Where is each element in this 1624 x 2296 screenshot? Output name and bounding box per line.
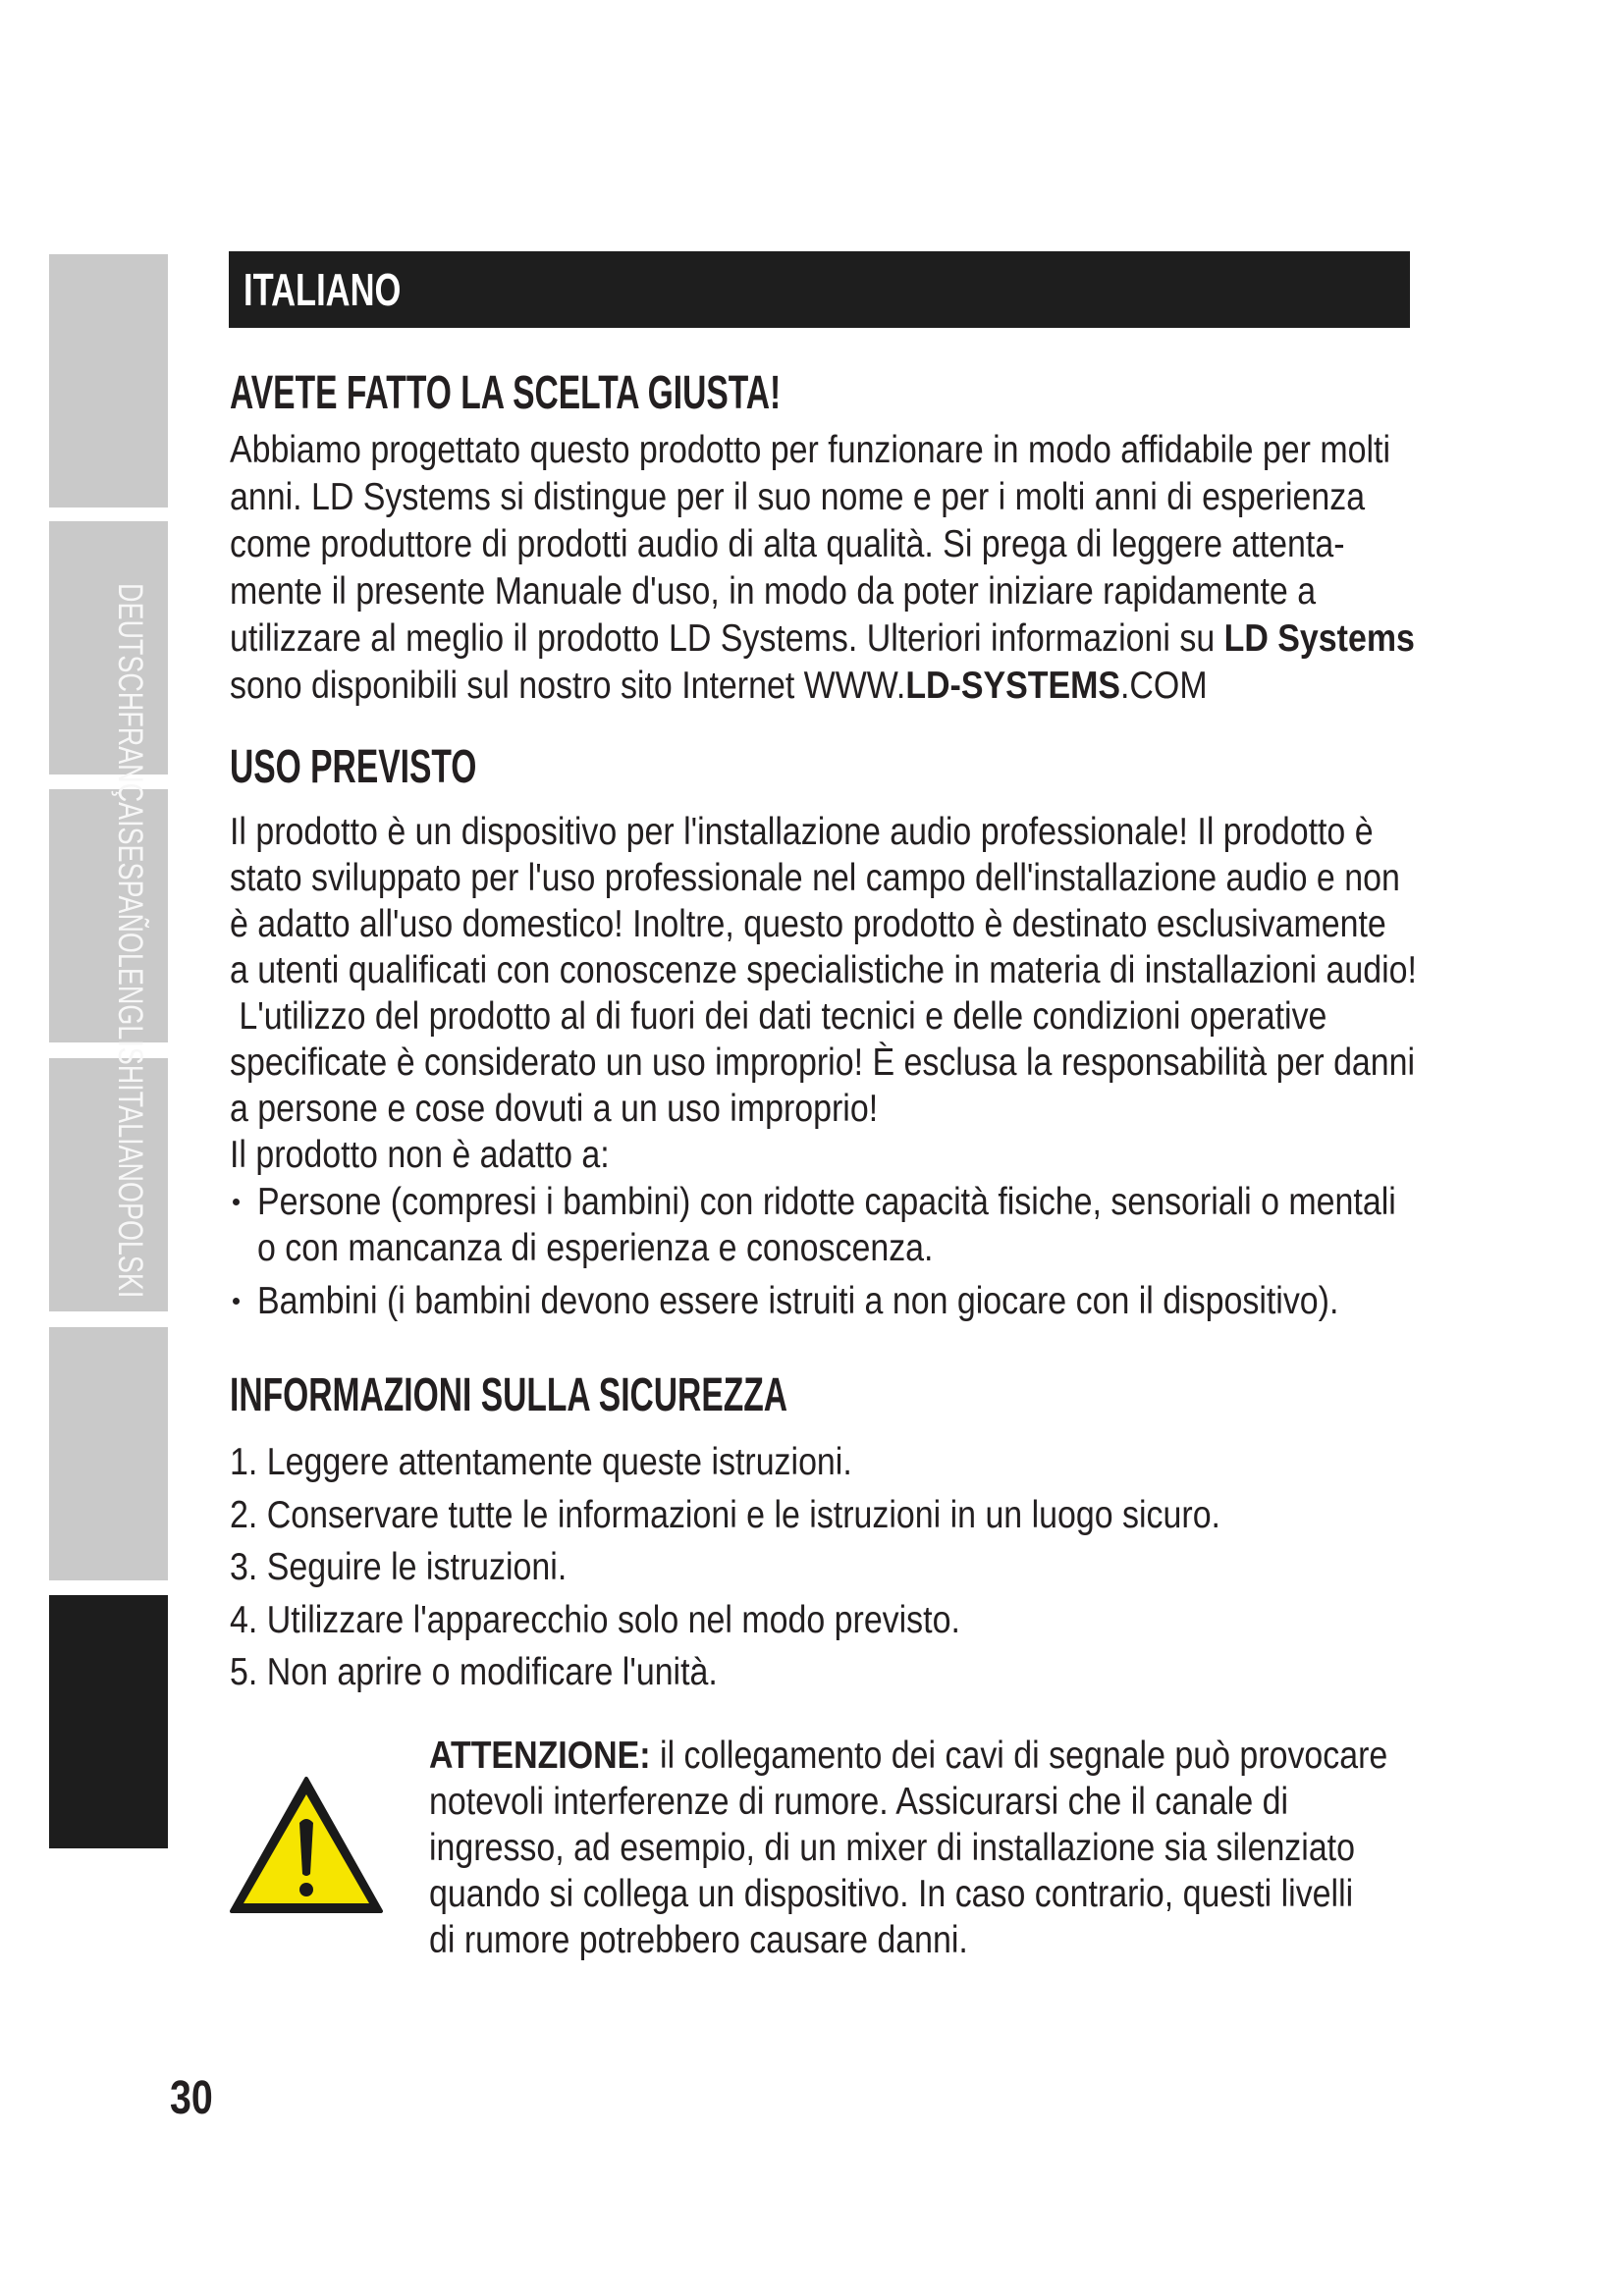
bullet-dot-icon [233, 1199, 240, 1205]
intended-use-line: a utenti qualificati con conoscenze specialistiche in materia di installazioni audio! [230, 949, 1417, 991]
intro-heading: AVETE FATTO LA SCELTA GIUSTA! [230, 367, 782, 419]
intro-line: anni. LD Systems si distingue per il suo nome e per i molti anni di esperienza [230, 476, 1366, 518]
intro-line [230, 663, 1208, 710]
unsuitable-users-bullet [230, 1278, 1500, 1324]
intended-use-heading: USO PREVISTO [230, 741, 477, 793]
warning-line-text: il collegamento dei cavi di segnale può provocare [660, 1735, 1388, 1777]
safety-list [230, 1436, 1369, 1699]
warning-line: di rumore potrebbero causare danni. [429, 1919, 968, 1961]
safety-list-item: 5. Non aprire o modificare l'unità. [230, 1651, 718, 1693]
intended-use-line: specificate è considerato un uso improprio! È esclusa la responsabilità per danni [230, 1041, 1416, 1084]
intended-use-line: stato sviluppato per l'uso professionale nel campo dell'installazione audio e non [230, 857, 1400, 899]
bullet-dot-icon [233, 1298, 240, 1305]
language-label-polski: POLSKI [111, 1201, 149, 1299]
safety-list-item: 4. Utilizzare l'apparecchio solo nel modo previsto. [230, 1598, 960, 1641]
website-suffix: .COM [1120, 665, 1208, 707]
language-label-espanol: ESPAÑOL [111, 844, 149, 968]
intended-use-line: L'utilizzo del prodotto al di fuori dei dati tecnici e delle condizioni operative [230, 995, 1327, 1038]
intro-line-text: utilizzare al meglio il prodotto LD Systems. Ulteriori informazioni su [230, 617, 1224, 660]
intro-line: mente il presente Manuale d'uso, in modo da poter iniziare rapidamente a [230, 570, 1317, 613]
warning-line: quando si collega un dispositivo. In caso contrario, questi livelli [429, 1873, 1354, 1915]
intended-use-line: Il prodotto è un dispositivo per l'installazione audio professionale! Il prodotto è [230, 811, 1374, 853]
warning-text [429, 1733, 1531, 1963]
bullet-line: Persone (compresi i bambini) con ridotte capacità fisiche, sensoriali o mentali [257, 1181, 1396, 1223]
language-header-bar [229, 251, 1410, 328]
intro-line: come produttore di prodotti audio di alta qualità. Si prega di leggere attenta- [230, 523, 1345, 565]
language-tab-active [49, 1595, 168, 1848]
warning-line: notevoli interferenze di rumore. Assicurarsi che il canale di [429, 1781, 1289, 1823]
safety-list-item: 2. Conservare tutte le informazioni e le istruzioni in un luogo sicuro. [230, 1493, 1220, 1536]
brand-name-bold: LD Systems [1223, 617, 1415, 660]
safety-list-item: 1. Leggere attentamente queste istruzioni. [230, 1441, 852, 1483]
bullet-text [257, 1278, 1500, 1324]
language-label-italiano: ITALIANO [111, 1084, 149, 1202]
language-index-labels [113, 583, 147, 1298]
language-tab-3 [49, 789, 168, 1042]
intro-paragraph [230, 427, 1592, 710]
language-label-deutsch: DEUTSCH [111, 583, 149, 712]
warning-label: ATTENZIONE: [429, 1735, 651, 1777]
bullet-text [257, 1179, 1566, 1271]
safety-heading: INFORMAZIONI SULLA SICUREZZA [230, 1369, 788, 1421]
safety-list-item: 3. Seguire le istruzioni. [230, 1546, 568, 1588]
page-number: 30 [170, 2072, 213, 2124]
language-header-title: ITALIANO [244, 264, 402, 315]
language-tab-2 [49, 521, 168, 774]
bullet-line: o con mancanza di esperienza e conoscenza. [257, 1227, 934, 1269]
language-label-francais: FRANÇAIS [111, 711, 149, 845]
language-tab-5 [49, 1327, 168, 1580]
intended-use-line: è adatto all'uso domestico! Inoltre, questo prodotto è destinato esclusivamente [230, 903, 1386, 945]
language-tab-1 [49, 254, 168, 507]
intro-line-text: sono disponibili sul nostro sito Internet WWW. [230, 665, 906, 707]
intro-line [230, 615, 1415, 663]
unsuitable-users-bullet [230, 1179, 1566, 1271]
website-domain-bold: LD-SYSTEMS [905, 665, 1121, 707]
language-label-english: ENGLISH [111, 967, 149, 1085]
intended-use-line: Il prodotto non è adatto a: [230, 1134, 610, 1176]
warning-line: ingresso, ad esempio, di un mixer di installazione sia silenziato [429, 1827, 1355, 1869]
language-tab-4 [49, 1058, 168, 1311]
warning-line [429, 1733, 1387, 1779]
intro-line: Abbiamo progettato questo prodotto per funzionare in modo affidabile per molti [230, 429, 1391, 471]
intended-use-paragraph [230, 809, 1595, 1178]
bullet-line: Bambini (i bambini devono essere istruiti a non giocare con il dispositivo). [257, 1280, 1339, 1322]
intended-use-line: a persone e cose dovuti a un uso improprio! [230, 1088, 879, 1130]
warning-triangle-icon [229, 1776, 384, 1914]
